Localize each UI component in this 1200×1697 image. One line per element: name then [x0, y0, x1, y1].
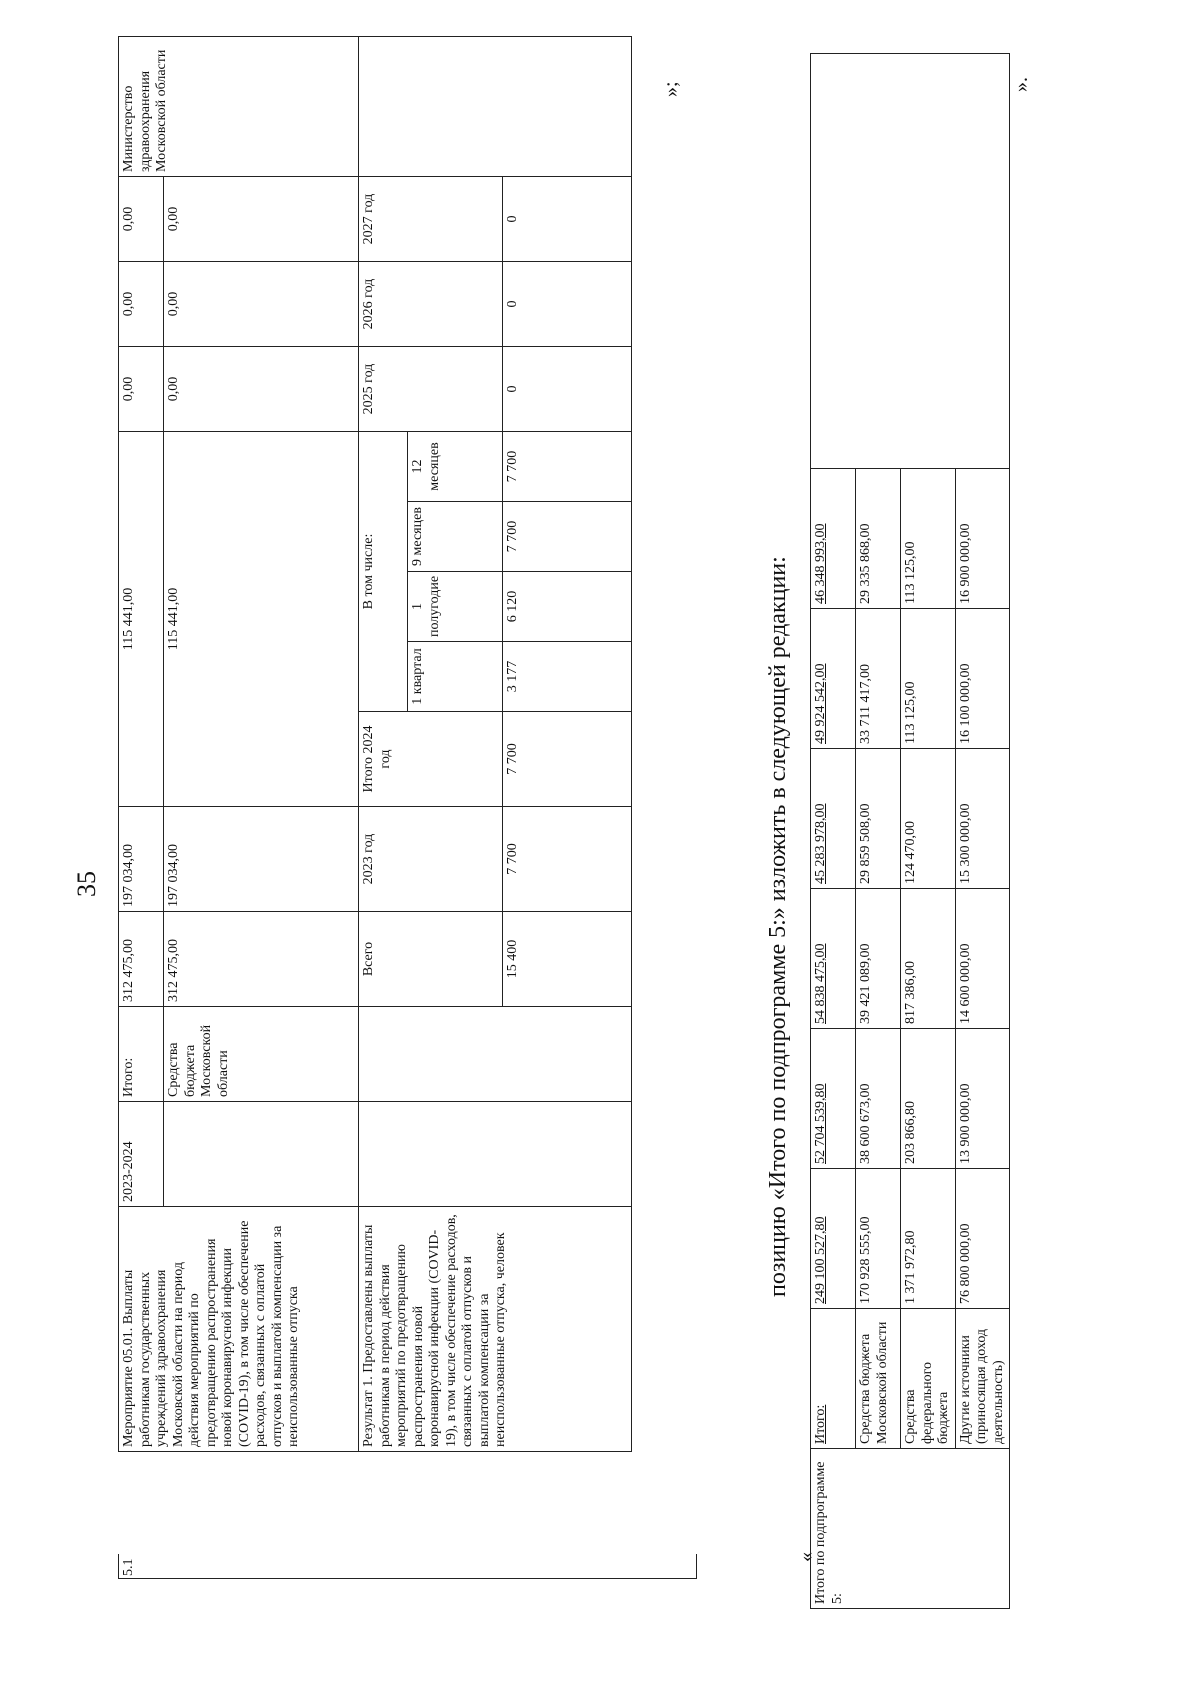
- total-sum: 312 475,00: [119, 912, 164, 1007]
- value-m9: 7 700: [503, 502, 632, 572]
- row-value: 170 928 555,00: [856, 1169, 901, 1309]
- row-value: 38 600 673,00: [856, 1029, 901, 1169]
- row-value: 16 900 000,00: [955, 469, 1010, 609]
- row-value: 39 421 089,00: [856, 889, 901, 1029]
- open-quote: «: [795, 1552, 817, 1562]
- row-value: 13 900 000,00: [955, 1029, 1010, 1169]
- total-label: Итого:: [119, 1007, 164, 1102]
- period-empty: [164, 1102, 359, 1207]
- header-all: Всего: [359, 912, 503, 1007]
- result-executor-empty: [359, 37, 632, 177]
- header-q1: 1 квартал: [408, 642, 503, 712]
- row-value: 249 100 527,80: [811, 1169, 856, 1309]
- row-name: Средства федерального бюджета: [901, 1309, 956, 1449]
- value-h1: 6 120: [503, 572, 632, 642]
- page-number: 35: [72, 871, 101, 897]
- row-value: 113 125,00: [901, 609, 956, 749]
- result-description: Результат 1. Предоставлены выплаты работникам в период действия мероприятий по предотвращению распространения новой коронавирусной инфекции (COVID-19), в том числе обеспечение расходов, связанных с оплатой отпусков и выплатой компенсации за неиспользованные отпуска, человек: [359, 1207, 632, 1452]
- value-2023: 7 700: [503, 807, 632, 912]
- row-value: 52 704 539,80: [811, 1029, 856, 1169]
- header-m12: 12 месяцев: [408, 432, 503, 502]
- row-name: Средства бюджета Московской области: [856, 1309, 901, 1449]
- row-number: 5.1: [118, 1554, 697, 1579]
- measure-table: [118, 36, 632, 1452]
- executor-empty: [811, 54, 1010, 469]
- executor-cell: Министерство здравоохранения Московской области: [119, 37, 359, 177]
- source-2026: 0,00: [164, 262, 359, 347]
- row-value: 33 711 417,00: [856, 609, 901, 749]
- total-2024: 115 441,00: [119, 432, 164, 807]
- total-2025: 0,00: [119, 347, 164, 432]
- header-h1: 1 полугодие: [408, 572, 503, 642]
- header-2027: 2027 год: [359, 177, 503, 262]
- source-2023: 197 034,00: [164, 807, 359, 912]
- close-quote: ».: [1010, 77, 1032, 92]
- period-cell: 2023-2024: [119, 1102, 164, 1207]
- row-value: 16 100 000,00: [955, 609, 1010, 749]
- header-2026: 2026 год: [359, 262, 503, 347]
- measure-description: Мероприятие 05.01. Выплаты работникам государственных учреждений здравоохранения Московской области на период действия мероприятий по предотвращению распространения новой коронавирусной инфекции (COVID-19), в том числе обеспечение расходов, связанных с оплатой отпусков и выплатой компенсации за неиспользованные отпуска: [119, 1207, 359, 1452]
- end-mark: »;: [660, 81, 682, 97]
- subprogram-label: Итого по подпрограмме 5:: [811, 1449, 1010, 1609]
- value-q1: 3 177: [503, 642, 632, 712]
- header-2023: 2023 год: [359, 807, 503, 912]
- amendment-heading: позицию «Итого по подпрограмме 5:» изложить в следующей редакции:: [765, 556, 791, 1297]
- total-2026: 0,00: [119, 262, 164, 347]
- row-name: Итого:: [811, 1309, 856, 1449]
- source-2025: 0,00: [164, 347, 359, 432]
- subprogram-total-table: [810, 53, 1010, 1609]
- row-value: 14 600 000,00: [955, 889, 1010, 1029]
- value-2026: 0: [503, 262, 632, 347]
- value-2027: 0: [503, 177, 632, 262]
- row-value: 124 470,00: [901, 749, 956, 889]
- header-including: В том числе:: [359, 432, 408, 712]
- header-2025: 2025 год: [359, 347, 503, 432]
- row-value: 1 371 972,80: [901, 1169, 956, 1309]
- row-value: 46 348 993,00: [811, 469, 856, 609]
- row-value: 817 386,00: [901, 889, 956, 1029]
- row-value: 54 838 475,00: [811, 889, 856, 1029]
- row-value: 15 300 000,00: [955, 749, 1010, 889]
- source-sum: 312 475,00: [164, 912, 359, 1007]
- row-value: 49 924 542,00: [811, 609, 856, 749]
- value-2024: 7 700: [503, 712, 632, 807]
- header-m9: 9 месяцев: [408, 502, 503, 572]
- total-2023: 197 034,00: [119, 807, 164, 912]
- result-period-empty: [359, 1102, 632, 1207]
- value-2025: 0: [503, 347, 632, 432]
- row-name: Другие источники (приносящая доход деятельность): [955, 1309, 1010, 1449]
- value-m12: 7 700: [503, 432, 632, 502]
- row-value: 113 125,00: [901, 469, 956, 609]
- row-value: 76 800 000,00: [955, 1169, 1010, 1309]
- row-value: 45 283 978,00: [811, 749, 856, 889]
- source-2024: 115 441,00: [164, 432, 359, 807]
- result-source-empty: [359, 1007, 632, 1102]
- total-2027: 0,00: [119, 177, 164, 262]
- row-value: 29 859 508,00: [856, 749, 901, 889]
- source-2027: 0,00: [164, 177, 359, 262]
- value-all: 15 400: [503, 912, 632, 1007]
- row-value: 203 866,80: [901, 1029, 956, 1169]
- row-value: 29 335 868,00: [856, 469, 901, 609]
- source-label: Средства бюджета Московской области: [164, 1007, 359, 1102]
- header-2024: Итого 2024 год: [359, 712, 503, 807]
